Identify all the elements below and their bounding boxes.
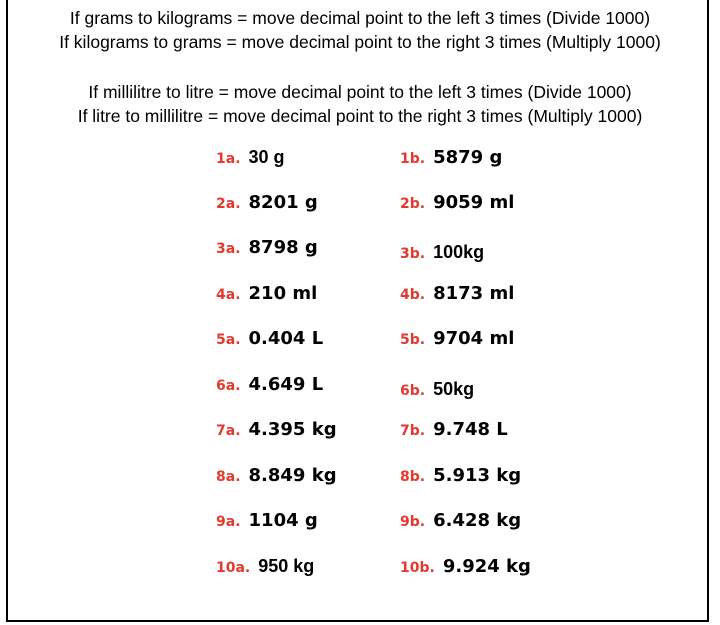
item-answer: 6.428 kg — [433, 510, 522, 531]
item-answer: 4.649 L — [248, 374, 324, 395]
answer-item — [216, 237, 318, 258]
answer-item — [400, 465, 521, 486]
rule-grams-to-kilograms: If grams to kilograms = move decimal point to the left 3 times (Divide 1000) — [69, 8, 651, 28]
answer-item — [216, 192, 318, 213]
item-answer: 4.395 kg — [248, 419, 337, 440]
answer-item — [400, 379, 474, 400]
item-answer: 5.913 kg — [433, 465, 522, 486]
answer-item — [400, 419, 508, 440]
item-answer: 30 g — [248, 147, 285, 167]
answer-item — [400, 328, 514, 349]
item-number: 5a. — [216, 332, 241, 348]
answer-item — [216, 510, 318, 531]
item-number: 6b. — [400, 383, 426, 399]
rule-kilograms-to-grams: If kilograms to grams = move decimal point to the right 3 times (Multiply 1000) — [59, 32, 661, 52]
item-number: 1a. — [216, 151, 241, 167]
item-answer: 8.849 kg — [248, 465, 337, 486]
item-number: 8a. — [216, 469, 241, 485]
item-answer: 210 ml — [248, 283, 318, 304]
item-number: 7a. — [216, 423, 241, 439]
rule-litre-to-millilitre: If litre to millilitre = move decimal point to the right 3 times (Multiply 1000) — [77, 106, 643, 126]
item-number: 7b. — [400, 423, 426, 439]
item-answer: 1104 g — [248, 510, 318, 531]
answer-item — [216, 283, 317, 304]
answer-item — [216, 556, 314, 577]
item-number: 2b. — [400, 196, 426, 212]
item-number: 10b. — [400, 560, 435, 576]
item-answer: 50kg — [433, 379, 475, 399]
answer-item — [216, 419, 337, 440]
item-answer: 950 kg — [258, 556, 315, 576]
item-answer: 0.404 L — [248, 328, 324, 349]
item-number: 5b. — [400, 332, 426, 348]
item-answer: 100kg — [433, 242, 485, 262]
item-number: 4a. — [216, 287, 241, 303]
answer-item — [400, 147, 502, 168]
item-answer: 8798 g — [248, 237, 318, 258]
item-number: 2a. — [216, 196, 241, 212]
item-number: 1b. — [400, 151, 426, 167]
answer-item — [216, 328, 323, 349]
answer-item — [400, 556, 531, 577]
item-answer: 9.924 kg — [442, 556, 531, 577]
answer-item — [216, 374, 323, 395]
item-answer: 5879 g — [433, 147, 503, 168]
item-number: 10a. — [216, 560, 251, 576]
item-number: 3a. — [216, 241, 241, 257]
item-number: 3b. — [400, 246, 426, 262]
item-answer: 9059 ml — [433, 192, 515, 213]
answer-item — [216, 465, 337, 486]
item-number: 8b. — [400, 469, 426, 485]
answer-item — [400, 242, 484, 263]
rule-millilitre-to-litre: If millilitre to litre = move decimal point to the left 3 times (Divide 1000) — [88, 82, 632, 102]
item-number: 9b. — [400, 514, 426, 530]
item-number: 9a. — [216, 514, 241, 530]
item-answer: 9.748 L — [433, 419, 508, 440]
item-answer: 8173 ml — [433, 283, 515, 304]
answer-item — [400, 192, 514, 213]
answer-item — [400, 510, 521, 531]
item-answer: 8201 g — [248, 192, 318, 213]
answer-item — [400, 283, 514, 304]
answer-item — [216, 147, 285, 168]
item-answer: 9704 ml — [433, 328, 515, 349]
item-number: 4b. — [400, 287, 426, 303]
item-number: 6a. — [216, 378, 241, 394]
